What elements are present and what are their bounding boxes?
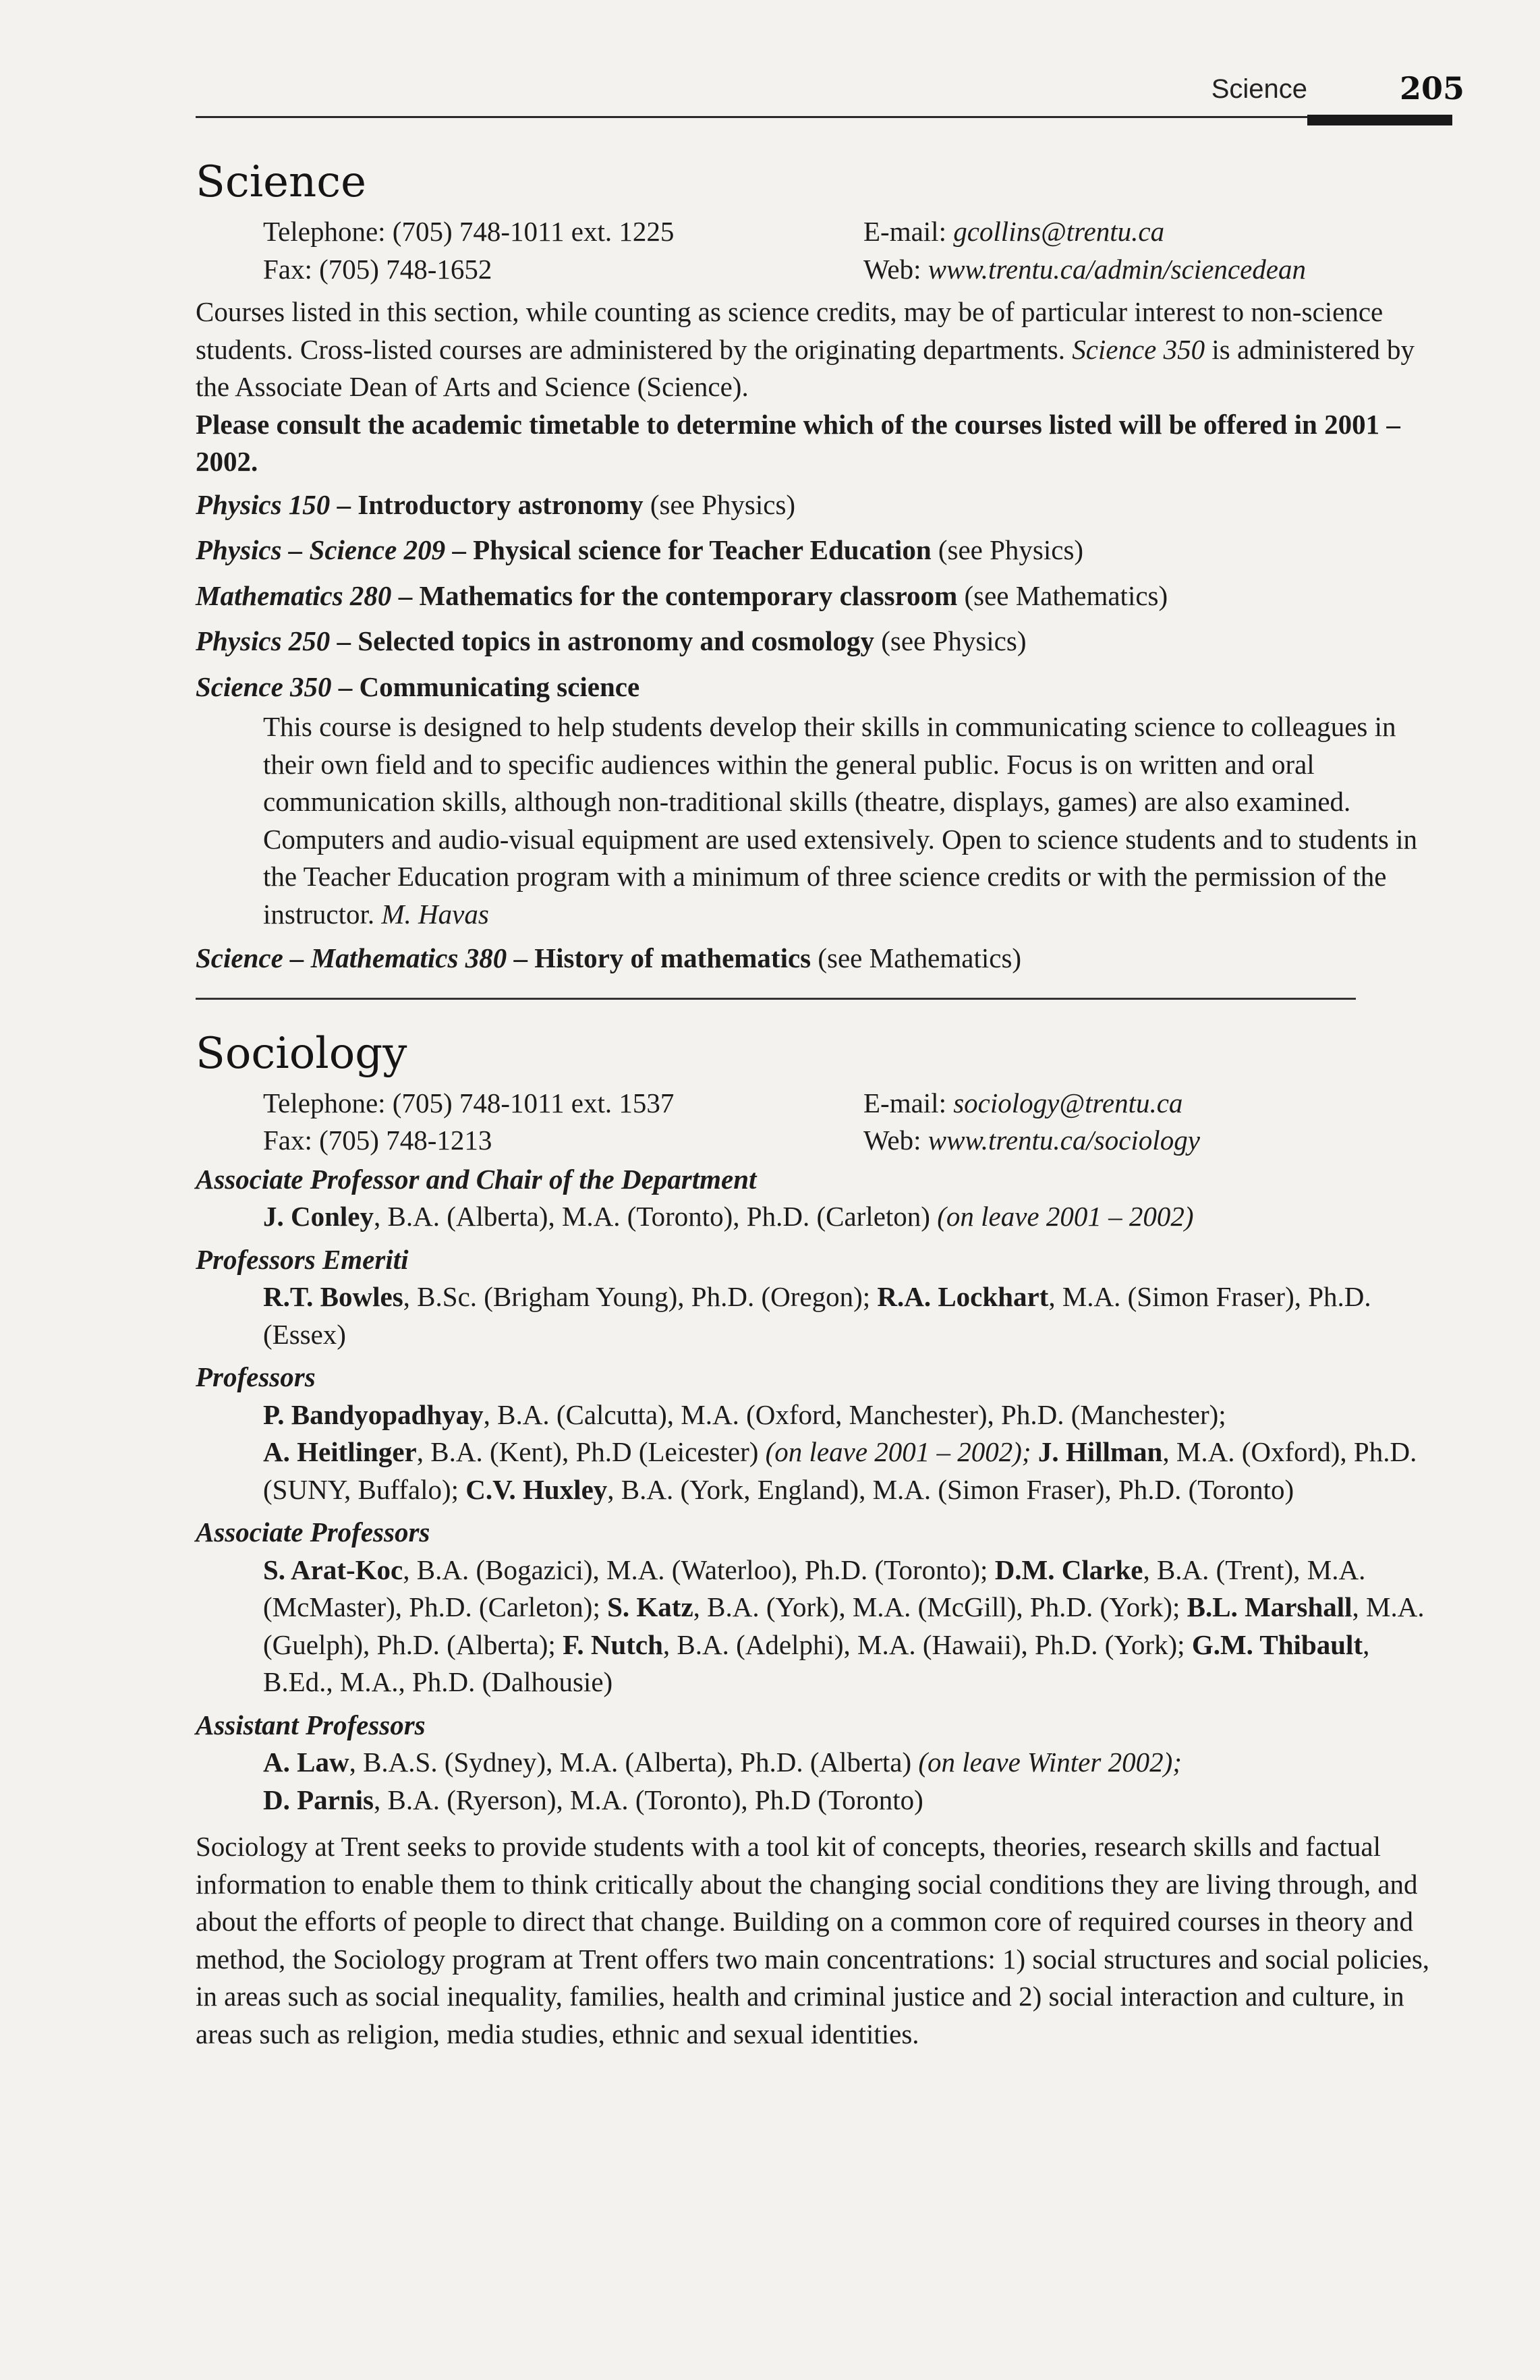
sociology-email-row — [863, 1085, 1433, 1123]
faculty-credentials: , B.A. (Bogazici), M.A. (Waterloo), Ph.D. (Toronto); — [403, 1554, 995, 1585]
associate-professors-heading: Associate Professors — [196, 1517, 430, 1548]
course-title: Physical science for Teacher Education — [473, 534, 932, 565]
faculty-name: J. Hillman — [1031, 1436, 1163, 1467]
science-section — [196, 155, 1433, 978]
course-entry — [196, 577, 1433, 615]
sociology-telephone: Telephone: (705) 748-1011 ext. 1537 — [263, 1087, 675, 1118]
course-see: (see Mathematics) — [818, 942, 1022, 973]
faculty-name: S. Arat-Koc — [263, 1554, 403, 1585]
course-id: Physics – Science 209 — [196, 534, 446, 565]
faculty-name: G.M. Thibault — [1191, 1628, 1363, 1660]
science-web-label: Web: — [863, 253, 921, 285]
sociology-web-link[interactable]: www.trentu.ca/sociology — [928, 1125, 1200, 1156]
course-see: (see Physics) — [938, 534, 1084, 565]
chair-heading: Associate Professor and Chair of the Department — [196, 1163, 757, 1195]
associate-professors-entries — [196, 1552, 1433, 1701]
sociology-web-row — [863, 1122, 1433, 1160]
assistant-professors-heading: Assistant Professors — [196, 1709, 426, 1740]
course-id: Science 350 — [196, 671, 332, 702]
faculty-credentials: , B.A. (Kent), Ph.D (Leicester) — [416, 1436, 766, 1467]
running-header-section: Science — [1211, 74, 1307, 104]
course-title: Mathematics for the contemporary classroom — [419, 579, 958, 611]
sociology-email-link[interactable]: sociology@trentu.ca — [953, 1087, 1183, 1118]
faculty-credentials: , B.Sc. (Brigham Young), Ph.D. (Oregon); — [403, 1281, 878, 1312]
course-title: Introductory astronomy — [358, 488, 644, 520]
course-id: Science – Mathematics 380 — [196, 942, 507, 973]
course-entry — [196, 940, 1433, 978]
science-title: Science — [196, 157, 366, 207]
emeriti-entries — [196, 1278, 1433, 1353]
sociology-title: Sociology — [196, 1028, 407, 1079]
science-fax: Fax: (705) 748-1652 — [263, 253, 492, 285]
science-web-row — [863, 251, 1433, 289]
faculty-name: P. Bandyopadhyay — [263, 1398, 484, 1430]
faculty-name: A. Law — [263, 1747, 349, 1778]
faculty-credentials: , B.A. (Trent), M.A. (McMaster), Ph.D. (Carleton); — [263, 1554, 1366, 1622]
science-contact — [196, 213, 1433, 288]
faculty-credentials: , B.A. (Adelphi), M.A. (Hawaii), Ph.D. (York); — [662, 1628, 1192, 1660]
faculty-name: B.L. Marshall — [1187, 1591, 1352, 1622]
faculty-credentials: , B.A. (York), M.A. (McGill), Ph.D. (York); — [693, 1591, 1187, 1622]
faculty-credentials: , M.A. (Oxford), Ph.D. (SUNY, Buffalo); — [263, 1436, 1417, 1505]
course-instructor: M. Havas — [381, 898, 489, 930]
science-intro-course: Science 350 — [1072, 333, 1205, 365]
header-rule — [196, 116, 1451, 118]
science-email-label: E-mail: — [863, 216, 946, 247]
sociology-web-label: Web: — [863, 1125, 921, 1156]
sociology-section — [196, 1027, 1433, 2053]
sociology-fax: Fax: (705) 748-1213 — [263, 1125, 492, 1156]
faculty-credentials: , M.A. (Guelph), Ph.D. (Alberta); — [263, 1591, 1425, 1660]
course-dash: – — [338, 671, 353, 702]
sociology-description: Sociology at Trent seeks to provide students with a tool kit of concepts, theories, research skills and factual information to enable them to think critically about the changing social conditions they are living through, and about the efforts of people to direct that change. Building on a common core of required courses in theory and method, the Sociology program at Trent offers two main concentrations: 1) social structures and social policies, in areas such as social inequality, families, health and criminal justice and 2) social interaction and culture, in areas such as religion, media studies, ethnic and sexual identities. — [196, 1831, 1430, 2049]
course-see: (see Physics) — [881, 625, 1027, 656]
faculty-leave: (on leave Winter 2002); — [918, 1747, 1182, 1778]
sociology-email-label: E-mail: — [863, 1087, 946, 1118]
course-entry — [196, 669, 1433, 706]
faculty-credentials: , B.Ed., M.A., Ph.D. (Dalhousie) — [263, 1628, 1370, 1697]
course-description-text: This course is designed to help students develop their skills in communicating science to colleagues in their own field and to specific audiences within the general public. Focus is on written and oral communication skills, although non-traditional skills (theatre, displays, games) are also examined. Computers and audio-visual equipment are used extensively. Open to science students and to students in the Teacher Education program with a minimum of three science credits or with the permission of the instructor. — [263, 711, 1417, 930]
course-see: (see Physics) — [650, 488, 796, 520]
page-content — [196, 155, 1433, 2053]
science-intro-1: Courses listed in this section, while counting as science credits, may be of particular interest to non-science students. Cross-listed courses are administered by the originating departments. — [196, 296, 1384, 365]
faculty-name: R.T. Bowles — [263, 1281, 403, 1312]
course-id: Physics 250 — [196, 625, 331, 656]
faculty-credentials: , B.A.S. (Sydney), M.A. (Alberta), Ph.D. (Alberta) — [349, 1747, 919, 1778]
course-dash: – — [398, 579, 413, 611]
science-telephone: Telephone: (705) 748-1011 ext. 1225 — [263, 216, 675, 247]
assistant-professors-entries — [196, 1744, 1433, 1819]
course-see: (see Mathematics) — [964, 579, 1168, 611]
course-description — [196, 708, 1433, 933]
faculty-credentials: , M.A. (Simon Fraser), Ph.D. (Essex) — [263, 1281, 1371, 1350]
course-entry — [196, 486, 1433, 524]
sociology-contact — [196, 1085, 1433, 1160]
header-thumb-tab — [1307, 115, 1452, 125]
course-title: Selected topics in astronomy and cosmology — [358, 625, 875, 656]
science-timetable-notice: Please consult the academic timetable to determine which of the courses listed will be offered in 2001 – 2002. — [196, 408, 1400, 477]
faculty-name: D. Parnis — [263, 1784, 374, 1815]
faculty-credentials: , B.A. (Ryerson), M.A. (Toronto), Ph.D (Toronto) — [374, 1784, 923, 1815]
faculty-name: A. Heitlinger — [263, 1436, 417, 1467]
course-title: History of mathematics — [534, 942, 811, 973]
chair-entry — [196, 1198, 1433, 1236]
emeriti-heading: Professors Emeriti — [196, 1243, 409, 1275]
faculty-name: J. Conley — [263, 1201, 374, 1232]
course-id: Physics 150 — [196, 488, 331, 520]
science-email-link[interactable]: gcollins@trentu.ca — [953, 216, 1165, 247]
science-intro — [196, 293, 1433, 406]
science-web-link[interactable]: www.trentu.ca/admin/sciencedean — [928, 253, 1306, 285]
faculty-credentials: , B.A. (Alberta), M.A. (Toronto), Ph.D. (Carleton) — [374, 1201, 938, 1232]
science-intro-2: is administered by the Associate Dean of Arts and Science (Science). — [196, 333, 1415, 402]
professors-heading: Professors — [196, 1361, 316, 1392]
professors-entries — [196, 1396, 1433, 1509]
course-id: Mathematics 280 — [196, 579, 392, 611]
faculty-credentials: , B.A. (Calcutta), M.A. (Oxford, Manchester), Ph.D. (Manchester); — [483, 1398, 1226, 1430]
course-title: Communicating science — [359, 671, 640, 702]
science-email-row — [863, 213, 1433, 251]
faculty-name: F. Nutch — [563, 1628, 663, 1660]
course-entry — [196, 532, 1433, 569]
faculty-credentials: , B.A. (York, England), M.A. (Simon Fraser), Ph.D. (Toronto) — [607, 1473, 1294, 1505]
course-entry — [196, 623, 1433, 660]
faculty-name: R.A. Lockhart — [877, 1281, 1049, 1312]
course-dash: – — [513, 942, 527, 973]
course-dash: – — [337, 625, 351, 656]
faculty-name: D.M. Clarke — [994, 1554, 1143, 1585]
section-divider — [196, 998, 1356, 1000]
faculty-leave: (on leave 2001 – 2002) — [937, 1201, 1194, 1232]
faculty-leave: (on leave 2001 – 2002); — [765, 1436, 1031, 1467]
page-number: 205 — [1399, 70, 1464, 107]
faculty-name: C.V. Huxley — [465, 1473, 608, 1505]
course-dash: – — [337, 488, 351, 520]
running-header — [0, 67, 1540, 135]
course-dash: – — [452, 534, 466, 565]
faculty-name: S. Katz — [607, 1591, 693, 1622]
